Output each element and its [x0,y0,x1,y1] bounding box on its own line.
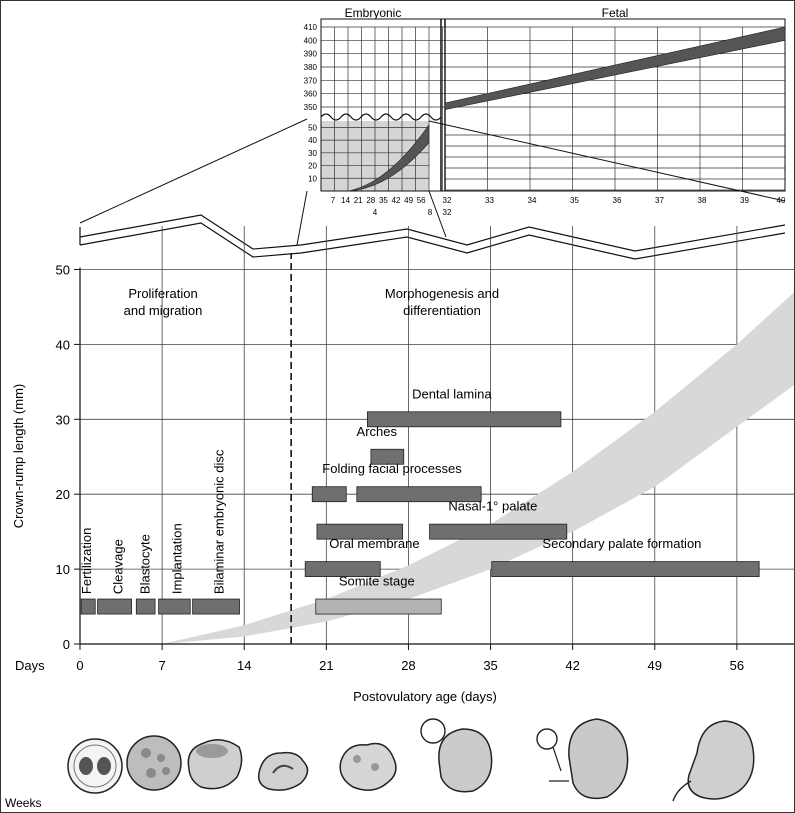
event-bar-10 [312,487,346,502]
x-tick-label-2: 14 [236,658,252,673]
phase-2-label-line2: differentiation [403,303,481,318]
inset-week-tick-0: 4 [372,208,378,217]
embryo-blastocyst-illustration [188,740,241,789]
inset-lower-tick-2: 30 [308,148,317,158]
event-bar-0 [81,599,95,614]
inset-lower-tick-0: 10 [308,174,317,184]
y-tick-label-3: 30 [55,412,70,428]
inset-embryonic-label: Embryonic [344,6,402,20]
growth-band-area [162,270,794,645]
embryo-fertilized-egg-illustration [68,739,122,793]
x-tick-label-6: 42 [565,658,580,673]
inset-upper-tick-1: 360 [303,89,317,99]
inset-upper-tick-5: 400 [303,36,317,46]
inset-fetal-week-tick-7: 39 [740,196,749,205]
y-tick-label-2: 20 [55,487,70,503]
inset-lower-tick-4: 50 [308,123,317,133]
inset-fetal-week-tick-5: 37 [655,196,664,205]
inset-lower-tick-1: 20 [308,161,317,171]
inset-day-tick-0: 7 [330,196,336,205]
stage-label-0: Fertilization [79,527,94,595]
y-tick-label-4: 40 [55,337,70,353]
event-label-13: Dental lamina [412,386,492,402]
event-bar-4 [193,599,240,614]
inset-day-tick-1: 14 [341,196,351,205]
inset-fetal-week-tick-3: 35 [570,196,579,205]
inset-fetal-label: Fetal [601,6,629,20]
x-tick-label-1: 7 [158,658,166,673]
phase-1-label-line1: Proliferation [128,286,198,301]
event-bar-1 [98,599,132,614]
inset-fetal-week-tick-2: 34 [527,196,537,205]
inset-day-tick-3: 28 [366,196,376,205]
inset-week-32-below: 32 [442,208,452,217]
embryo-morula-illustration [127,736,181,790]
phase-2-label-line1: Morphogenesis and [384,286,500,301]
y-tick-label-1: 10 [55,562,70,578]
inset-wavy-break [321,114,441,120]
inset-fetal-week-tick-8: 40 [776,196,786,205]
event-bar-7 [492,562,759,577]
event-label-6: Oral membrane [329,536,420,552]
inset-day-tick-5: 42 [391,196,401,205]
inset-upper-tick-3: 380 [303,63,317,72]
inset-fetal-week-tick-4: 36 [612,196,622,205]
event-bar-5 [316,599,442,614]
inset-day-tick-4: 35 [378,196,388,205]
embryo-week8-illustration [673,721,754,801]
inset-upper-tick-2: 370 [303,76,317,86]
inset-upper-tick-4: 390 [303,49,317,59]
zigzag-line-lower [80,223,785,259]
inset-day-tick-7: 56 [416,196,426,205]
x-axis-title: Postovulatory age (days) [353,689,497,704]
event-label-5: Somite stage [338,573,415,589]
event-label-12: Arches [356,423,398,439]
x-tick-label-4: 28 [401,658,416,673]
x-tick-label-0: 0 [76,658,84,673]
x-tick-label-8: 56 [729,658,745,673]
y-tick-label-0: 0 [62,637,70,652]
phase-1-label-line2: and migration [123,303,203,318]
inset-day-tick-2: 21 [353,196,363,205]
growth-band [162,270,794,645]
connector-line-right [429,121,785,201]
x-tick-label-7: 49 [647,658,663,673]
zigzag-line-upper [80,215,785,251]
inset-upper-tick-0: 350 [303,103,317,112]
inset-fetal-week-tick-1: 33 [485,196,494,205]
event-label-11: Folding facial processes [322,461,462,477]
inset-grid [321,19,785,191]
embryo-week6-illustration [537,719,628,798]
embryo-week3-illustration [259,753,308,790]
stage-label-4: Bilaminar embryonic disc [211,449,227,595]
connector-line-left-inner [297,191,307,245]
inset-week-tick-1: 8 [427,208,433,217]
inset-fetal-week-tick-0: 32 [442,196,452,205]
stage-label-1: Cleavage [110,539,126,595]
event-bar-2 [136,599,155,614]
event-bar-3 [159,599,191,614]
weeks-label: Weeks [5,796,42,810]
days-row-label: Days [15,658,45,673]
y-axis-title: Crown-rump length (mm) [11,383,26,529]
inset-day-tick-6: 49 [404,196,414,205]
inset-lower-tick-3: 40 [308,136,317,146]
embryo-week4-illustration [340,744,396,791]
axis-break-zigzag [80,119,785,259]
connector-line-left [80,119,307,223]
x-tick-label-3: 21 [319,658,334,673]
event-label-7: Secondary palate formation [542,536,702,552]
chart-svg [1,1,794,812]
embryo-week5-illustration [421,719,492,792]
stage-label-2: Blastocyte [137,534,153,595]
inset-fetal-week-tick-6: 38 [697,196,707,205]
x-tick-label-5: 35 [483,658,498,673]
embryo-illustrations [5,719,754,810]
stage-label-3: Implantation [169,523,185,595]
inset-upper-tick-6: 410 [303,23,317,32]
event-label-9: Nasal-1° palate [448,498,538,514]
y-tick-label-5: 50 [55,262,70,278]
